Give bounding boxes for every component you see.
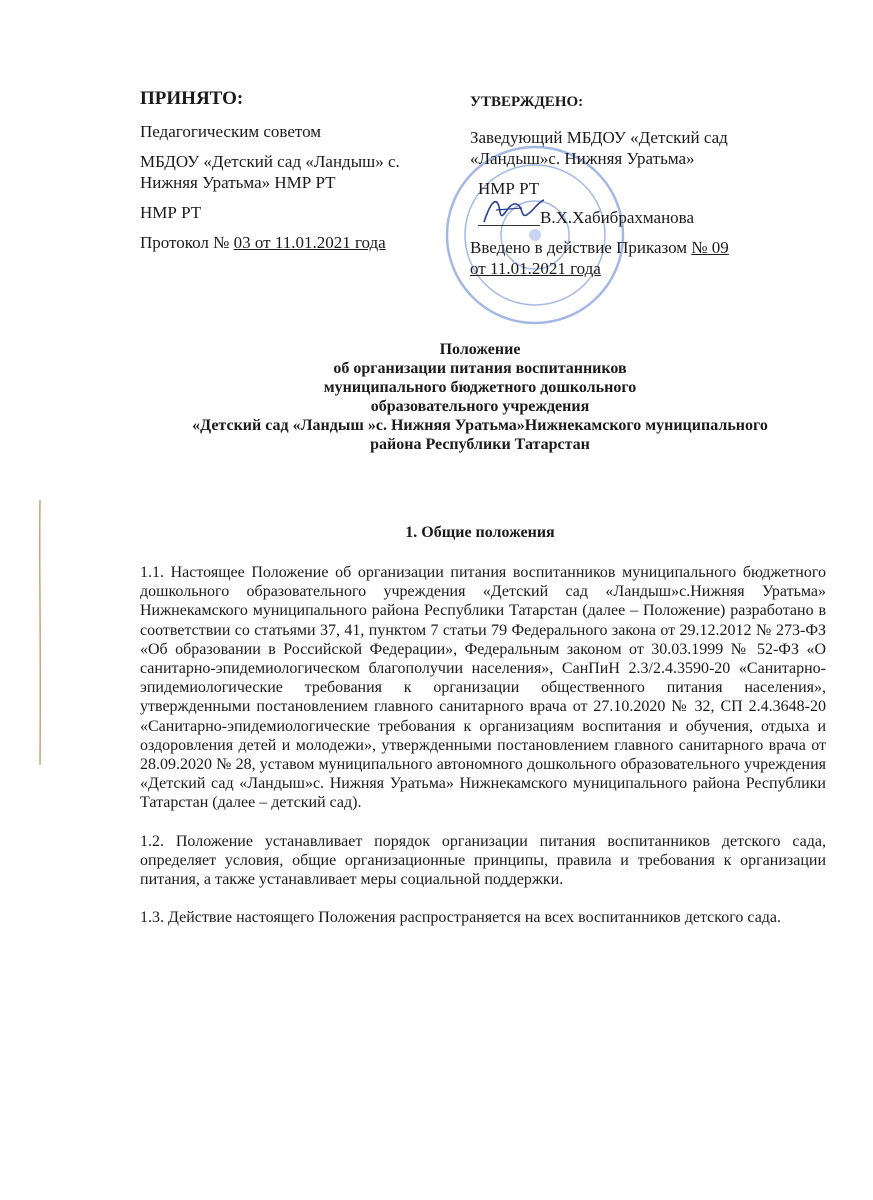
order-prefix: Введено в действие Приказом — [470, 238, 692, 257]
title-line-3: муниципального бюджетного дошкольного — [323, 379, 637, 396]
section-body — [140, 563, 826, 946]
protocol-number: 03 от 11.01.2021 года — [233, 233, 386, 252]
accepted-title: ПРИНЯТО: — [140, 88, 244, 109]
title-line-4: образовательного учреждения — [370, 398, 590, 415]
protocol-line — [140, 232, 460, 253]
paragraph-1-1: 1.1. Настоящее Положение об организации питания воспитанников муниципального бюджетного дошкольного образовательного учреждения «Детский сад «Ландыш»с.Нижняя Уратьма» Нижнекамского муниципального района Республики Татарстан (далее – Положение) разработано в соответствии со статьями 37, 41, пунктом 7 статьи 79 Федерального закона от 29.12.2012 № 273-ФЗ «Об образовании в Российской Федерации», Федеральным законом от 30.03.1999 № 52-ФЗ «О санитарно-эпидемиологическом благополучии населения», СанПиН 2.3/2.4.3590-20 «Санитарно-эпидемиологические требования к организации общественного питания населения», утвержденными постановлением главного санитарного врача от 27.10.2020 № 32, СП 2.4.3648-20 «Санитарно-эпидемиологические требования к организациям воспитания и обучения, отдыха и оздоровления детей и молодежи», утвержденными постановлением главного санитарного врача от 28.09.2020 № 28, уставом муниципального автономного дошкольного образовательного учреждения «Детский сад «Ландыш»с. Нижняя Уратьма» Нижнекамского муниципального района Республики Татарстан (далее – детский сад). — [140, 564, 826, 812]
head-line: Заведующий МБДОУ «Детский сад «Ландыш»с. Нижняя Уратьма» — [470, 128, 728, 168]
title-line-5: «Детский сад «Ландыш »с. Нижняя Уратьма»Нижнекамского муниципального — [192, 417, 768, 434]
district-line: НМР РТ — [140, 203, 202, 222]
paragraph-1-3: 1.3. Действие настоящего Положения распространяется на всех воспитанников детского сада. — [140, 909, 782, 927]
district-line-right: НМР РТ — [478, 179, 540, 198]
paragraph-1-2: 1.2. Положение устанавливает порядок организации питания воспитанников детского сада, определяет условия, общие организационные принципы, правила и требования к организации питания, а также устанавливает меры социальной поддержки. — [140, 832, 826, 889]
order-date: от 11.01.2021 года — [470, 259, 601, 278]
handwritten-signature — [478, 192, 548, 230]
approval-block-left — [140, 88, 460, 262]
order-number: № 09 — [691, 238, 729, 257]
document-title — [130, 340, 830, 454]
council-line: Педагогическим советом — [140, 122, 321, 141]
title-line-1: Положение — [439, 341, 521, 358]
order-line — [470, 237, 810, 279]
title-line-6: района Республики Татарстан — [370, 436, 590, 453]
protocol-prefix: Протокол № — [140, 233, 234, 252]
signer-name: В.Х.Хабибрахманова — [540, 208, 695, 227]
institution-line: МБДОУ «Детский сад «Ландыш» с. Нижняя Уратьма» НМР РТ — [140, 152, 400, 192]
approved-title: УТВЕРЖДЕНО: — [470, 94, 584, 110]
binding-edge-mark — [38, 500, 42, 765]
title-line-2: об организации питания воспитанников — [333, 360, 627, 377]
section-heading: 1. Общие положения — [405, 524, 555, 541]
approval-block-right — [470, 88, 810, 288]
